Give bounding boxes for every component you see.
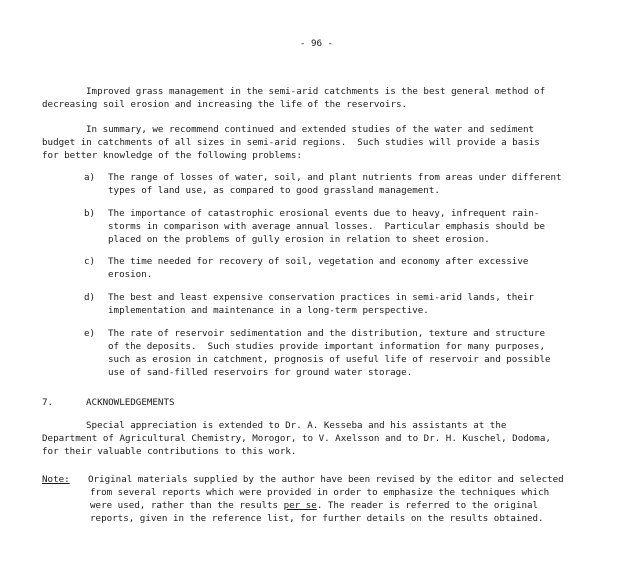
note-text-segment: were used, rather than the results bbox=[90, 500, 284, 511]
note-line: Original materials supplied by the author have been revised by the editor and selected bbox=[88, 474, 564, 485]
section-number: 7. bbox=[42, 397, 54, 408]
paragraph-line: Special appreciation is extended to Dr. A. Kesseba and his assistants at the bbox=[86, 420, 507, 431]
note-line bbox=[90, 499, 633, 512]
list-item-marker: d) bbox=[84, 292, 96, 303]
paragraph-summary bbox=[42, 123, 587, 162]
note-text-segment: . The reader is referred to the original bbox=[316, 500, 539, 511]
paragraph-line: budget in catchments of all sizes in semi-arid regions. Such studies will provide a basis bbox=[42, 137, 540, 148]
note-line: from several reports which were provided in order to emphasize the techniques which bbox=[90, 487, 550, 498]
list-item-line: of the deposits. Such studies provide important information for many purposes, bbox=[108, 341, 545, 352]
list-item-line: implementation and maintenance in a long-term perspective. bbox=[108, 305, 429, 316]
list-item-line: The rate of reservoir sedimentation and the distribution, texture and structure bbox=[108, 328, 545, 339]
paragraph-line: In summary, we recommend continued and extended studies of the water and sediment bbox=[86, 124, 535, 135]
note-line: reports, given in the reference list, for further details on the results obtained. bbox=[90, 513, 544, 524]
paragraph-line: Department of Agricultural Chemistry, Morogor, to V. Axelsson and to Dr. H. Kuschel, Dodoma, bbox=[42, 433, 551, 444]
list-item-marker: e) bbox=[84, 328, 96, 339]
list-item-marker: b) bbox=[84, 208, 96, 219]
paragraph-line: for their valuable contributions to this work. bbox=[42, 446, 297, 457]
paragraph-line: Improved grass management in the semi-arid catchments is the best general method of bbox=[86, 86, 546, 97]
note-label: Note: bbox=[42, 474, 70, 485]
list-item-line: placed on the problems of gully erosion in relation to sheet erosion. bbox=[108, 234, 490, 245]
list-item-line: such as erosion in catchment, prognosis of useful life of reservoir and possible bbox=[108, 354, 551, 365]
list-item-line: types of land use, as compared to good grassland management. bbox=[108, 185, 440, 196]
list-item-line: erosion. bbox=[108, 269, 153, 280]
list-item-line: use of sand-filled reservoirs for ground water storage. bbox=[108, 367, 413, 378]
list-item-line: The time needed for recovery of soil, vegetation and economy after excessive bbox=[108, 256, 529, 267]
paragraph-line: for better knowledge of the following problems: bbox=[42, 150, 302, 161]
list-item-marker: a) bbox=[84, 172, 96, 183]
paragraph-line: decreasing soil erosion and increasing the life of the reservoirs. bbox=[42, 99, 408, 110]
note-emphasis: per se bbox=[283, 500, 317, 511]
list-item-marker: c) bbox=[84, 256, 96, 267]
list-item-line: The best and least expensive conservation practices in semi-arid lands, their bbox=[108, 292, 534, 303]
list-item-line: storms in comparison with average annual losses. Particular emphasis should be bbox=[108, 221, 545, 232]
list-item-line: The range of losses of water, soil, and plant nutrients from areas under different bbox=[108, 172, 562, 183]
section-title: ACKNOWLEDGEMENTS bbox=[86, 397, 175, 408]
paragraph-acknowledgements bbox=[42, 419, 612, 458]
list-item-line: The importance of catastrophic erosional events due to heavy, infrequent rain- bbox=[108, 208, 540, 219]
page-number: - 96 - bbox=[299, 38, 334, 49]
paragraph-grass-management bbox=[42, 85, 587, 111]
